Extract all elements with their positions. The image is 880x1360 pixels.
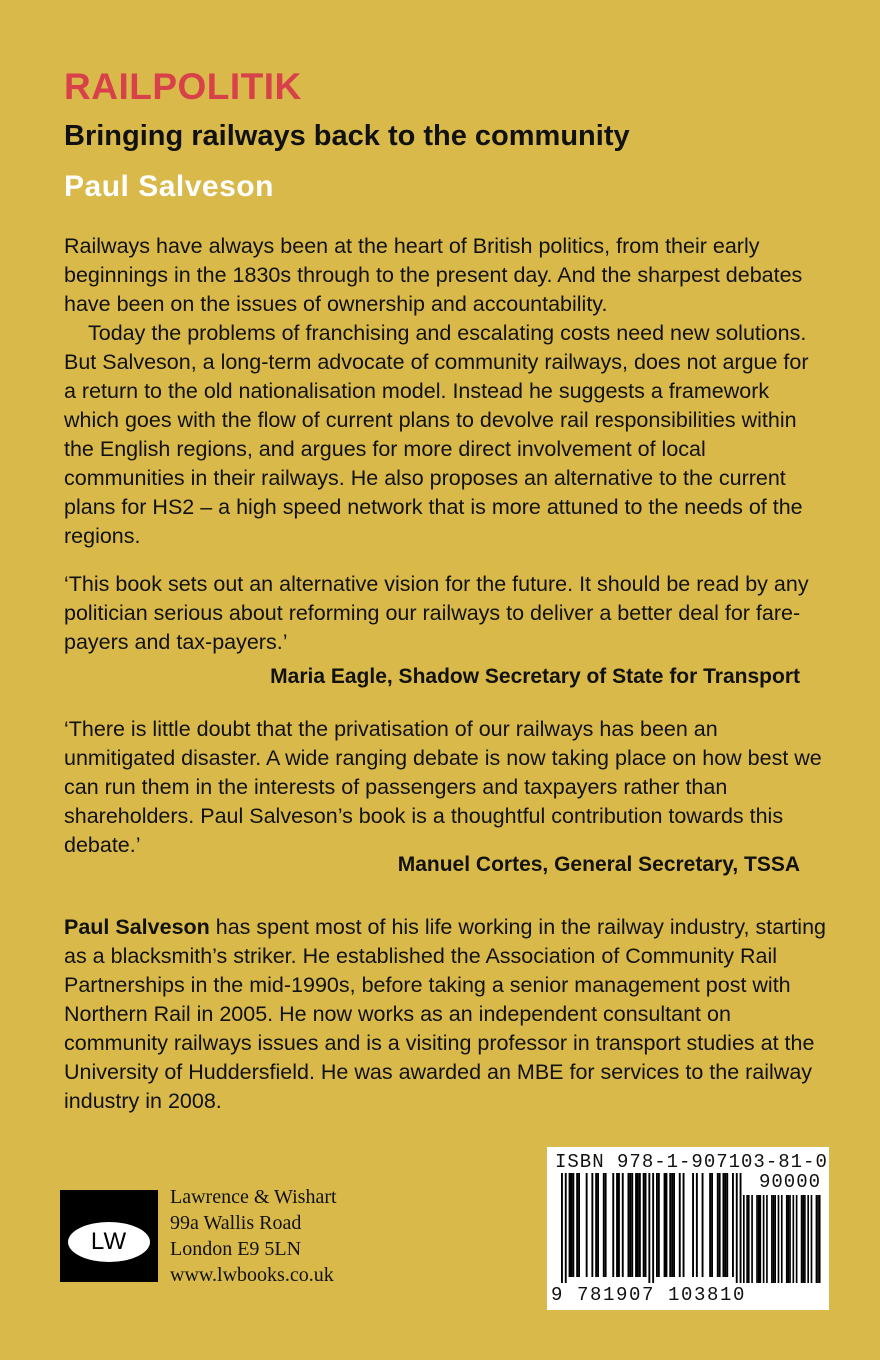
barcode-bar	[671, 1173, 673, 1277]
addon-barcode-bar	[778, 1195, 780, 1283]
barcode-bar	[652, 1173, 654, 1283]
barcode-bar	[724, 1173, 726, 1277]
addon-barcode-bar	[771, 1195, 773, 1283]
blurb-paragraph-2: Today the problems of franchising and escalating costs need new solutions. But Salveson, a long-term advocate of community railways, does not argue for a return to the old nationalisation model. Instead he suggests a framework which goes with the flow of current plans to devolve rail responsibilities within the English regions, and argues for more direct involvement of local communities in their railways. He also proposes an alternative to the current plans for HS2 – a high speed network that is more attuned to the needs of the regions.	[64, 321, 809, 548]
addon-barcode-bars	[743, 1195, 823, 1283]
barcode-bar	[586, 1173, 588, 1277]
barcode-bar	[702, 1173, 704, 1277]
addon-barcode-bar	[756, 1195, 758, 1283]
barcode-bar	[679, 1173, 681, 1277]
barcode-bar	[591, 1173, 593, 1277]
barcode-bar	[578, 1173, 580, 1277]
addon-barcode-bar	[801, 1195, 803, 1283]
barcode-bar	[696, 1173, 698, 1277]
barcode-bar	[740, 1173, 742, 1283]
barcode-bar	[628, 1173, 630, 1277]
publisher-address-line-2: London E9 5LN	[170, 1238, 302, 1260]
barcode-bar	[645, 1173, 647, 1277]
barcode-bar	[658, 1173, 660, 1277]
addon-barcode-bar	[811, 1195, 813, 1283]
barcode-bar	[603, 1173, 605, 1277]
addon-barcode-bar	[804, 1195, 806, 1283]
barcode-bar	[612, 1173, 614, 1277]
addon-barcode-bar	[817, 1195, 819, 1283]
addon-barcode-bar	[807, 1195, 809, 1283]
publisher-logo	[60, 1190, 158, 1282]
endorsement-attribution-2: Manuel Cortes, General Secretary, TSSA	[397, 853, 800, 876]
author-bio	[64, 913, 834, 1116]
barcode-bar	[629, 1173, 631, 1277]
book-title: RAILPOLITIK	[64, 66, 302, 107]
barcode-bar	[639, 1173, 641, 1277]
barcode-bar	[622, 1173, 624, 1277]
barcode-bar	[595, 1173, 597, 1277]
barcode-bar	[726, 1173, 728, 1277]
addon-barcode-bar	[763, 1195, 765, 1283]
book-subtitle: Bringing railways back to the community	[64, 120, 630, 152]
addon-barcode-bar	[748, 1195, 750, 1283]
addon-barcode-bar	[751, 1195, 753, 1283]
barcode-bar	[656, 1173, 658, 1277]
barcode-bar	[637, 1173, 639, 1277]
publisher-info	[170, 1184, 337, 1288]
price-code: 90000	[758, 1171, 821, 1193]
addon-barcode-bar	[760, 1195, 762, 1283]
publisher-logo-text: LW	[90, 1228, 128, 1255]
barcode-bar	[618, 1173, 620, 1277]
addon-barcode-bar	[774, 1195, 776, 1283]
addon-barcode-bar	[793, 1195, 795, 1283]
publisher-address-line-1: 99a Wallis Road	[170, 1212, 302, 1234]
barcode-bar	[673, 1173, 675, 1277]
endorsement-quote-1: ‘This book sets out an alternative vision for the future. It should be read by any politician serious about reforming our railways to deliver a better deal for fare-payers and tax-payers.’	[64, 572, 809, 654]
addon-barcode-bar	[789, 1195, 791, 1283]
addon-barcode-bar	[766, 1195, 768, 1283]
barcode-bar	[616, 1173, 618, 1277]
barcode-bar	[717, 1173, 719, 1277]
barcode-bar	[709, 1173, 711, 1277]
ean-digits: 9 781907 103810	[551, 1284, 747, 1306]
addon-barcode-bar	[788, 1195, 790, 1283]
blurb	[64, 232, 824, 551]
barcode-bar	[719, 1173, 721, 1277]
barcode-bar	[572, 1173, 574, 1277]
barcode-bar	[571, 1173, 573, 1277]
barcode-bar	[692, 1173, 694, 1277]
barcode-bar	[576, 1173, 578, 1277]
addon-barcode-bar	[816, 1195, 818, 1283]
barcode-bar	[597, 1173, 599, 1277]
blurb-paragraph-1: Railways have always been at the heart of British politics, from their early beginnings in the 1830s through to the present day. And the sharpest debates have been on the issues of ownership and accountability.	[64, 234, 803, 316]
barcode-bar	[635, 1173, 637, 1277]
barcode-bar	[605, 1173, 607, 1277]
barcode-bar	[736, 1173, 738, 1283]
barcode-bar	[648, 1173, 650, 1283]
barcode-bars	[561, 1173, 761, 1283]
addon-barcode-bar	[758, 1195, 760, 1283]
barcode-bar	[643, 1173, 645, 1277]
addon-barcode-bar	[786, 1195, 788, 1283]
author-bio-text: has spent most of his life working in the railway industry, starting as a blacksmith’s striker. He established the Association of Community Rail Partnerships in the mid-1990s, before taking a senior management post with Northern Rail in 2005. He now works as an independent consultant on community railways issues and is a visiting professor in transport studies at the University of Huddersfield. He was awarded an MBE for services to the railway industry in 2008.	[64, 915, 827, 1113]
addon-barcode-bar	[796, 1195, 798, 1283]
publisher-website: www.lwbooks.co.uk	[170, 1264, 334, 1286]
addon-barcode-bar	[743, 1195, 745, 1283]
barcode-bar	[723, 1173, 725, 1277]
publisher-name: Lawrence & Wishart	[170, 1186, 337, 1208]
barcode-bar	[711, 1173, 713, 1277]
barcode-bar	[683, 1173, 685, 1277]
endorsement-attribution-1: Maria Eagle, Shadow Secretary of State for Transport	[270, 665, 800, 688]
isbn-label: ISBN 978-1-907103-81-0	[555, 1151, 828, 1173]
endorsement-quote-2: ‘There is little doubt that the privatisation of our railways has been an unmitigated disaster. A wide ranging debate is now taking place on how best we can run them in the interests of passengers and taxpayers rather than shareholders. Paul Salveson’s book is a thoughtful contribution towards this debate.’	[64, 717, 822, 857]
addon-barcode-bar	[781, 1195, 783, 1283]
barcode-bar	[664, 1173, 666, 1277]
addon-barcode-bar	[773, 1195, 775, 1283]
barcode-bar	[732, 1173, 734, 1277]
barcode-bar	[565, 1173, 567, 1283]
barcode-bar	[631, 1173, 633, 1277]
barcode-bar	[666, 1173, 668, 1277]
publisher-logo-oval	[68, 1222, 150, 1262]
barcode-bar	[669, 1173, 671, 1277]
addon-barcode-bar	[802, 1195, 804, 1283]
addon-barcode-bar	[746, 1195, 748, 1283]
barcode-bar	[569, 1173, 571, 1277]
isbn-barcode	[547, 1147, 829, 1310]
author-bio-name: Paul Salveson	[64, 915, 210, 939]
book-author: Paul Salveson	[64, 170, 274, 203]
addon-barcode-bar	[819, 1195, 821, 1283]
barcode-bar	[561, 1173, 563, 1283]
